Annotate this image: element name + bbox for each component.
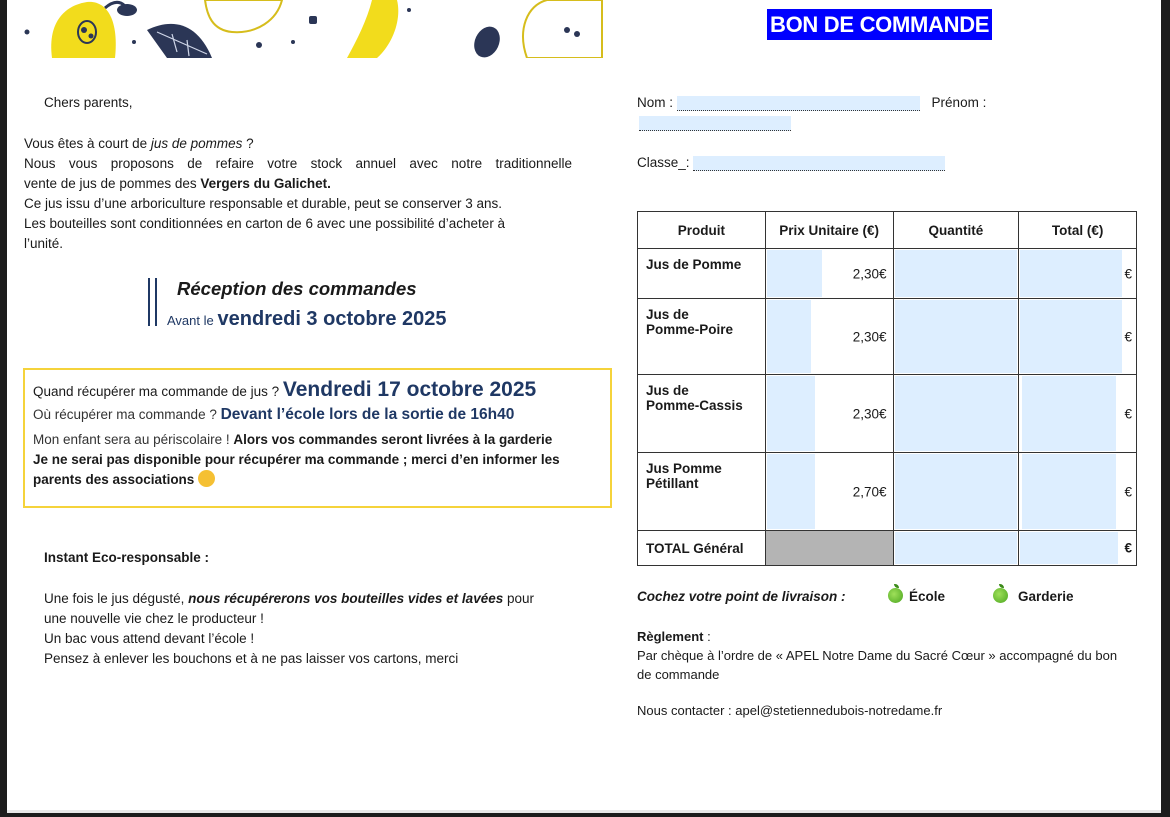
prenom-row <box>639 113 791 133</box>
supplier-name: Vergers du Galichet. <box>200 176 331 191</box>
row-total-input[interactable] <box>1019 249 1137 299</box>
unit-price: 2,30€ <box>852 329 887 344</box>
before-label: Avant le <box>167 313 214 328</box>
column-header-total: Total (€) <box>1019 212 1137 249</box>
row-total-input[interactable] <box>1019 299 1137 375</box>
letter-line-2: Nous vous proposons de refaire votre stock annuel avec notre traditionnelle <box>24 156 572 171</box>
quantity-input[interactable] <box>893 453 1019 531</box>
letter-line-6: l’unité. <box>24 236 64 251</box>
unit-price: 2,70€ <box>852 484 887 499</box>
greeting: Chers parents, <box>44 95 133 110</box>
page-bottom-edge <box>7 810 1161 813</box>
intro-text: Vous êtes à court de <box>24 136 151 151</box>
unit-price: 2,30€ <box>852 406 887 421</box>
order-form-page <box>7 0 1161 810</box>
table-row <box>638 375 1137 453</box>
reception-deadline <box>167 306 447 334</box>
decorative-bar <box>155 278 157 326</box>
row-total: € <box>1124 266 1132 281</box>
quantity-input[interactable] <box>893 249 1019 299</box>
eco-emphasis: nous récupérerons vos bouteilles vides et lavées <box>188 591 504 606</box>
pickup-location: Devant l’école lors de la sortie de 16h40 <box>220 406 515 423</box>
total-quantity-input[interactable] <box>893 531 1019 566</box>
classe-row <box>637 153 945 173</box>
order-table <box>637 211 1137 566</box>
green-apple-icon <box>993 588 1008 603</box>
prenom-field[interactable] <box>639 116 791 131</box>
nom-field[interactable] <box>677 96 920 111</box>
nom-label: Nom : <box>637 95 674 110</box>
table-row <box>638 453 1137 531</box>
quantity-input[interactable] <box>893 299 1019 375</box>
option-label: Garderie <box>1018 589 1074 604</box>
product-name: Jus de Pomme <box>638 249 766 299</box>
periscolaire-answer: Alors vos commandes seront livrées à la garderie <box>233 432 553 447</box>
unit-price-cell <box>765 375 893 453</box>
unit-price-cell <box>765 453 893 531</box>
column-header-unit-price: Prix Unitaire (€) <box>765 212 893 249</box>
delivery-option-garderie[interactable] <box>993 587 1074 607</box>
option-label: École <box>909 589 946 604</box>
intro-suffix: ? <box>242 136 254 151</box>
when-question: Quand récupérer ma commande de jus ? <box>33 384 280 399</box>
payment-colon: : <box>703 629 711 644</box>
eco-suffix: pour <box>503 591 535 606</box>
eco-text: Une fois le jus dégusté, <box>44 591 189 606</box>
delivery-option-ecole[interactable] <box>888 587 945 607</box>
payment-text-1: Par chèque à l’ordre de « APEL Notre Dame du Sacré Cœur » accompagné du bon <box>637 648 1118 663</box>
delivery-label: Cochez votre point de livraison : <box>637 589 846 604</box>
table-row <box>638 249 1137 299</box>
pickup-date: Vendredi 17 octobre 2025 <box>282 378 537 401</box>
eco-line-4: Pensez à enlever les bouchons et à ne pas laisser vos cartons, merci <box>44 651 459 666</box>
product-name: Jus Pomme Pétillant <box>638 453 766 531</box>
letter-line-5: Les bouteilles sont conditionnées en carton de 6 avec une possibilité d’acheter à <box>24 216 506 231</box>
winking-face-icon <box>198 470 215 487</box>
table-row <box>638 299 1137 375</box>
row-total: € <box>1124 484 1132 499</box>
product-name: Jus de Pomme-Poire <box>638 299 766 375</box>
nom-row <box>637 93 986 113</box>
payment-heading: Règlement <box>637 629 704 644</box>
unit-price-cell <box>765 249 893 299</box>
letter-line-4: Ce jus issu d’une arboriculture responsable et durable, peut se conserver 3 ans. <box>24 196 503 211</box>
green-apple-icon <box>888 588 903 603</box>
total-row <box>638 531 1137 566</box>
unit-price-cell <box>765 299 893 375</box>
payment-title <box>637 627 711 647</box>
pickup-unavailable-1: Je ne serai pas disponible pour récupérer ma commande ; merci d’en informer les <box>33 452 560 467</box>
grand-total-input[interactable] <box>1019 531 1137 566</box>
row-total: € <box>1124 329 1132 344</box>
order-form-title: BON DE COMMANDE <box>767 9 992 40</box>
line3-text: vente de jus de pommes des <box>24 176 201 191</box>
grand-total: € <box>1124 540 1132 556</box>
product-name: Jus de Pomme-Cassis <box>638 375 766 453</box>
quantity-input[interactable] <box>893 375 1019 453</box>
eco-line-2: une nouvelle vie chez le producteur ! <box>44 611 264 626</box>
deadline-date: vendredi 3 octobre 2025 <box>217 308 447 330</box>
pickup-periscolaire <box>33 430 552 450</box>
total-label: TOTAL Général <box>638 531 766 566</box>
eco-title: Instant Eco-responsable : <box>44 550 210 565</box>
eco-line-1 <box>44 589 534 609</box>
contact-info: Nous contacter : apel@stetiennedubois-notredame.fr <box>637 703 943 718</box>
table-header-row <box>638 212 1137 249</box>
column-header-quantity: Quantité <box>893 212 1019 249</box>
reception-title: Réception des commandes <box>177 278 417 299</box>
prenom-label: Prénom : <box>931 95 987 110</box>
classe-label: Classe_: <box>637 155 690 170</box>
intro-italic: jus de pommes <box>150 136 243 151</box>
pickup-unavailable-2 <box>33 470 215 490</box>
pickup-when <box>33 377 536 405</box>
decorative-bar <box>148 278 150 326</box>
eco-line-3: Un bac vous attend devant l’école ! <box>44 631 255 646</box>
row-total: € <box>1124 406 1132 421</box>
where-question: Où récupérer ma commande ? <box>33 407 217 422</box>
row-total-input[interactable] <box>1019 453 1137 531</box>
intro-line <box>24 134 254 154</box>
periscolaire-text: Mon enfant sera au périscolaire ! <box>33 432 230 447</box>
unavailable-text: parents des associations <box>33 472 195 487</box>
row-total-input[interactable] <box>1019 375 1137 453</box>
total-price-cell-disabled <box>765 531 893 566</box>
payment-text-2: de commande <box>637 667 720 682</box>
apple-illustration-banner <box>7 0 607 58</box>
column-header-product: Produit <box>638 212 766 249</box>
unit-price: 2,30€ <box>852 266 887 281</box>
pickup-where <box>33 405 514 425</box>
classe-field[interactable] <box>693 156 945 171</box>
letter-line-3 <box>24 174 331 194</box>
